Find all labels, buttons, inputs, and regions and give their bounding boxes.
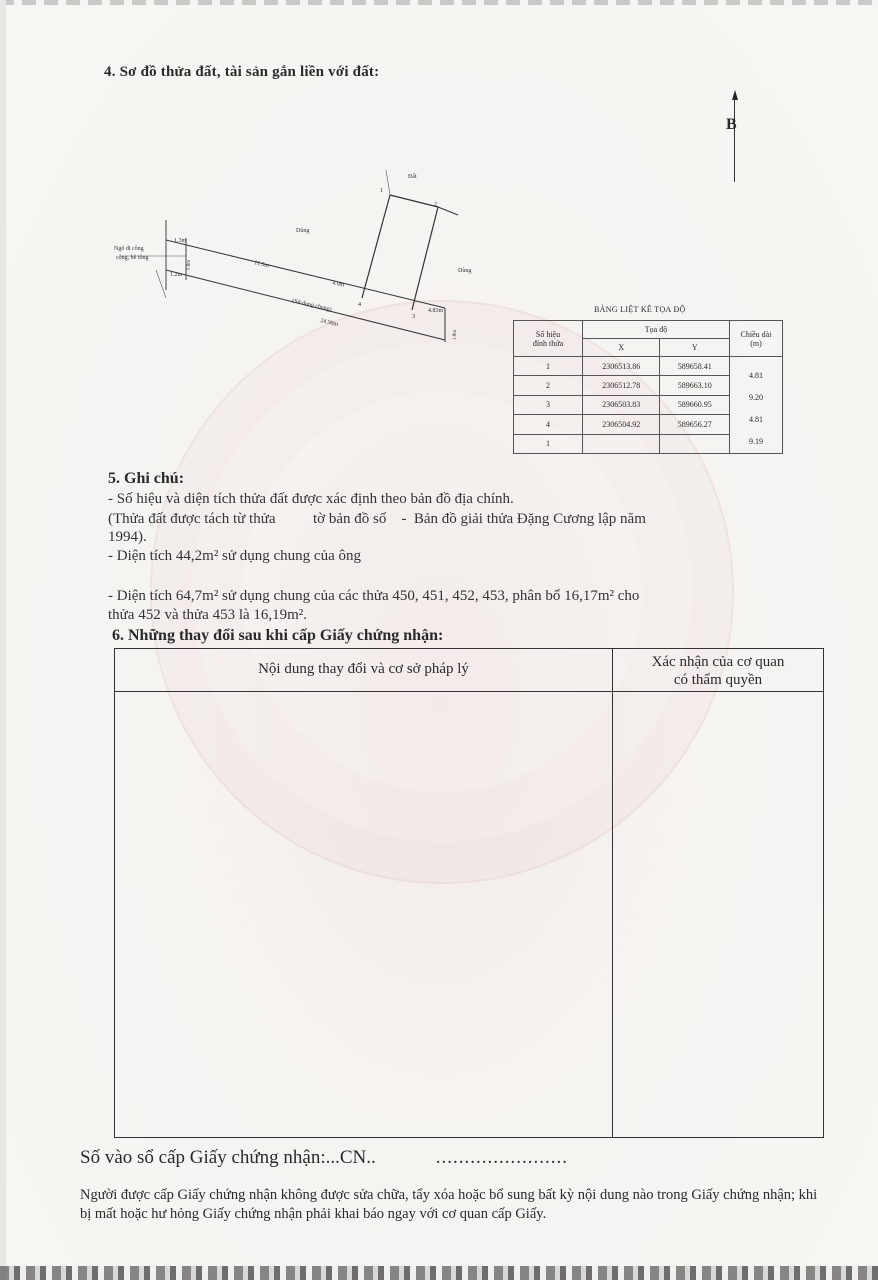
dim-11-5m: 11.5m <box>253 260 270 270</box>
road-label-2: cộng, bê tông <box>116 255 149 261</box>
dim-side-b: 1.8m <box>453 329 458 340</box>
coord-table-title: BẢNG LIỆT KÊ TỌA ĐỘ <box>594 305 686 314</box>
coordinate-table <box>513 320 783 454</box>
dim-4-0m: 4.0m <box>331 280 345 289</box>
dim-1-2m: 1.2m <box>170 272 183 278</box>
header-y: Y <box>660 339 730 357</box>
label-shared: (Sử dụng chung) <box>291 298 333 314</box>
note-line-2: (Thửa đất được tách từ thửa tờ bản đồ số - Bản đồ giải thửa Đặng Cương lập năm <box>108 511 646 527</box>
note-line-6: thửa 452 và thửa 453 là 16,19m². <box>108 607 308 623</box>
registration-number: Số vào sổ cấp Giấy chứng nhận:...CN.. ....................... <box>80 1147 569 1168</box>
header-point: Số hiệu đỉnh thửa <box>514 321 583 357</box>
point-1: 1 <box>380 188 383 194</box>
table-row: 1 <box>514 434 783 453</box>
changes-col-authority: Xác nhận của cơ quan có thẩm quyền <box>651 654 785 688</box>
label-dong-1: Dùng <box>296 228 310 234</box>
label-dong-2: Dùng <box>458 268 472 274</box>
changes-table <box>114 648 824 1138</box>
note-line-5: - Diện tích 64,7m² sử dụng chung của các thửa 450, 451, 452, 453, phân bổ 16,17m² cho <box>108 588 640 604</box>
land-plot-diagram <box>100 160 500 360</box>
length-column: 4.81 9.20 4.81 9.19 <box>730 357 783 454</box>
section-4-title: 4. Sơ đồ thửa đất, tài sản gắn liền với đất: <box>104 64 380 80</box>
north-arrow-icon <box>722 88 746 184</box>
header-length: Chiều dài (m) <box>730 321 783 357</box>
point-4: 4 <box>358 302 361 308</box>
north-label: B <box>726 116 737 133</box>
left-edge <box>0 0 6 1280</box>
changes-col-content: Nội dung thay đổi và cơ sở pháp lý <box>258 661 469 677</box>
section-6-title: 6. Những thay đổi sau khi cấp Giấy chứng nhận: <box>112 627 444 644</box>
note-line-1: - Số hiệu và diện tích thửa đất được xác định theo bản đồ địa chính. <box>108 491 514 507</box>
point-3: 3 <box>412 314 415 320</box>
note-line-4: - Diện tích 44,2m² sử dụng chung của ông <box>108 548 362 564</box>
top-edge <box>0 0 878 5</box>
table-row: 4 2306504.92 589656.27 <box>514 415 783 434</box>
label-dat: Đất <box>408 174 417 180</box>
table-row: 2 2306512.78 589663.10 <box>514 376 783 395</box>
note-line-3: 1994). <box>108 529 147 545</box>
dim-24-98m: 24.98m <box>319 318 339 329</box>
dim-1-3m: 1.3m <box>174 238 187 244</box>
road-label-1: Ngõ đi công <box>114 246 144 252</box>
header-coord: Tọa độ <box>583 321 730 339</box>
table-row: 1 2306513.86 589658.41 4.81 9.20 4.81 9.19 <box>514 357 783 376</box>
warning-text: Người được cấp Giấy chứng nhận không được sửa chữa, tẩy xóa hoặc bổ sung bất kỳ nội dung nào trong Giấy chứng nhận; khi bị mất hoặc hư hỏng Giấy chứng nhận phải khai báo ngay với cơ quan cấp Giấy. <box>80 1187 818 1222</box>
dim-4-83m: 4.83m <box>428 308 444 314</box>
header-x: X <box>583 339 660 357</box>
point-2: 2 <box>434 202 437 208</box>
bottom-edge <box>0 1266 878 1280</box>
dim-side-a: 0.8m <box>187 259 192 270</box>
section-5-title: 5. Ghi chú: <box>108 470 185 487</box>
table-row: 3 2306503.83 589660.95 <box>514 395 783 414</box>
